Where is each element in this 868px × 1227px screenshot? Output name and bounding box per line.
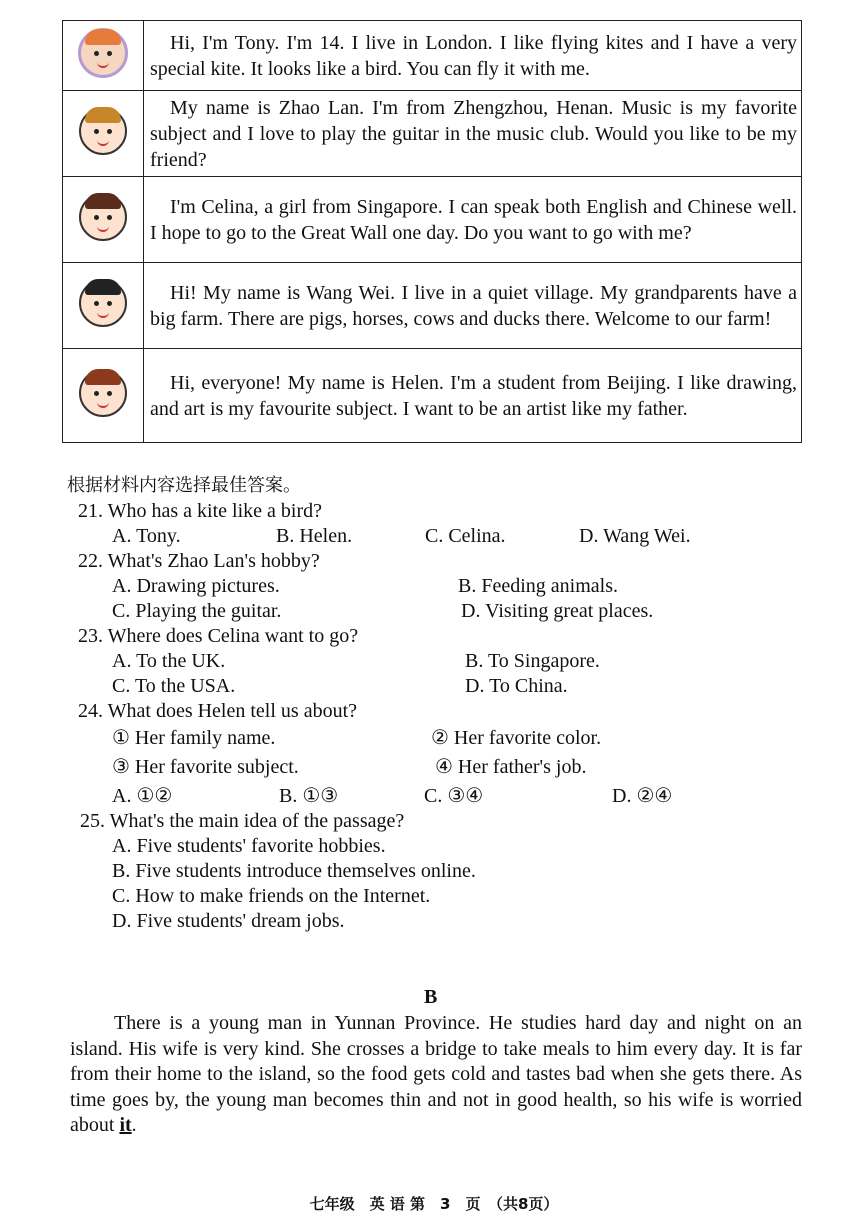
profile-text: Hi, everyone! My name is Helen. I'm a student from Beijing. I like drawing, and art is my favourite subject. I want to be an artist like my father. — [144, 349, 802, 443]
q23-option-b: B. To Singapore. — [465, 650, 600, 672]
q23-option-c: C. To the USA. — [112, 675, 236, 697]
wang-wei-avatar-icon — [79, 279, 127, 327]
passage-b — [70, 1011, 802, 1139]
profile-row — [63, 349, 802, 443]
q25-option-b: B. Five students introduce themselves online. — [112, 860, 476, 882]
section-b-title: B — [424, 986, 438, 1008]
q22-option-d: D. Visiting great places. — [461, 600, 654, 622]
instruction: 根据材料内容选择最佳答案。 — [67, 475, 301, 496]
q24-option-b: B. ①③ — [279, 785, 339, 807]
question-22-stem: 22. What's Zhao Lan's hobby? — [78, 550, 320, 572]
avatar-cell — [63, 21, 144, 91]
avatar-cell — [63, 91, 144, 177]
question-25-stem: 25. What's the main idea of the passage? — [80, 810, 405, 832]
q24-option-d: D. ②④ — [612, 785, 673, 807]
q21-option-d: D. Wang Wei. — [579, 525, 691, 547]
q22-option-a: A. Drawing pictures. — [112, 575, 280, 597]
profile-row — [63, 177, 802, 263]
question-23-stem: 23. Where does Celina want to go? — [78, 625, 359, 647]
question-21-stem: 21. Who has a kite like a bird? — [78, 500, 323, 522]
q23-option-a: A. To the UK. — [112, 650, 226, 672]
tony-avatar-icon — [78, 28, 128, 78]
q21-option-a: A. Tony. — [112, 525, 181, 547]
passage-b-underlined-word: it — [119, 1114, 132, 1136]
page-footer: 七年级 英 语 第 3 页 （共8页） — [309, 1195, 559, 1213]
q22-option-c: C. Playing the guitar. — [112, 600, 282, 622]
q24-option-a: A. ①② — [112, 785, 173, 807]
question-24-stem: 24. What does Helen tell us about? — [78, 700, 358, 722]
q24-item-3: ③ Her favorite subject. — [112, 756, 299, 778]
q24-item-2: ② Her favorite color. — [431, 727, 602, 749]
avatar-cell — [63, 349, 144, 443]
q25-option-d: D. Five students' dream jobs. — [112, 910, 345, 932]
helen-avatar-icon — [79, 369, 127, 417]
q23-option-d: D. To China. — [465, 675, 568, 697]
avatar-cell — [63, 177, 144, 263]
profile-text: I'm Celina, a girl from Singapore. I can speak both English and Chinese well. I hope to go to the Great Wall one day. Do you want to go with me? — [144, 177, 802, 263]
profile-text: Hi, I'm Tony. I'm 14. I live in London. I like flying kites and I have a very special kite. It looks like a bird. You can fly it with me. — [144, 21, 802, 91]
profile-row — [63, 91, 802, 177]
q21-option-b: B. Helen. — [276, 525, 353, 547]
q24-item-1: ① Her family name. — [112, 727, 276, 749]
profiles-table — [62, 20, 802, 443]
avatar-cell — [63, 263, 144, 349]
profile-text: My name is Zhao Lan. I'm from Zhengzhou, Henan. Music is my favorite subject and I love to play the guitar in the music club. Would you like to be my friend? — [144, 91, 802, 177]
q21-option-c: C. Celina. — [425, 525, 506, 547]
passage-b-text: There is a young man in Yunnan Province. He studies hard day and night on an island. His wife is very kind. She crosses a bridge to take meals to him every day. It is far from their home to the island, so the food gets cold and tastes bad when she gets there. As time goes by, the young man becomes thin and not in good health, so his wife is worried about — [70, 1012, 802, 1136]
q25-option-c: C. How to make friends on the Internet. — [112, 885, 431, 907]
profile-row — [63, 21, 802, 91]
q24-option-c: C. ③④ — [424, 785, 484, 807]
profile-row — [63, 263, 802, 349]
q22-option-b: B. Feeding animals. — [458, 575, 618, 597]
q24-item-4: ④ Her father's job. — [435, 756, 587, 778]
q25-option-a: A. Five students' favorite hobbies. — [112, 835, 386, 857]
zhao-lan-avatar-icon — [79, 107, 127, 155]
celina-avatar-icon — [79, 193, 127, 241]
passage-b-end: . — [131, 1114, 137, 1136]
profile-text: Hi! My name is Wang Wei. I live in a quiet village. My grandparents have a big farm. There are pigs, horses, cows and ducks there. Welcome to our farm! — [144, 263, 802, 349]
